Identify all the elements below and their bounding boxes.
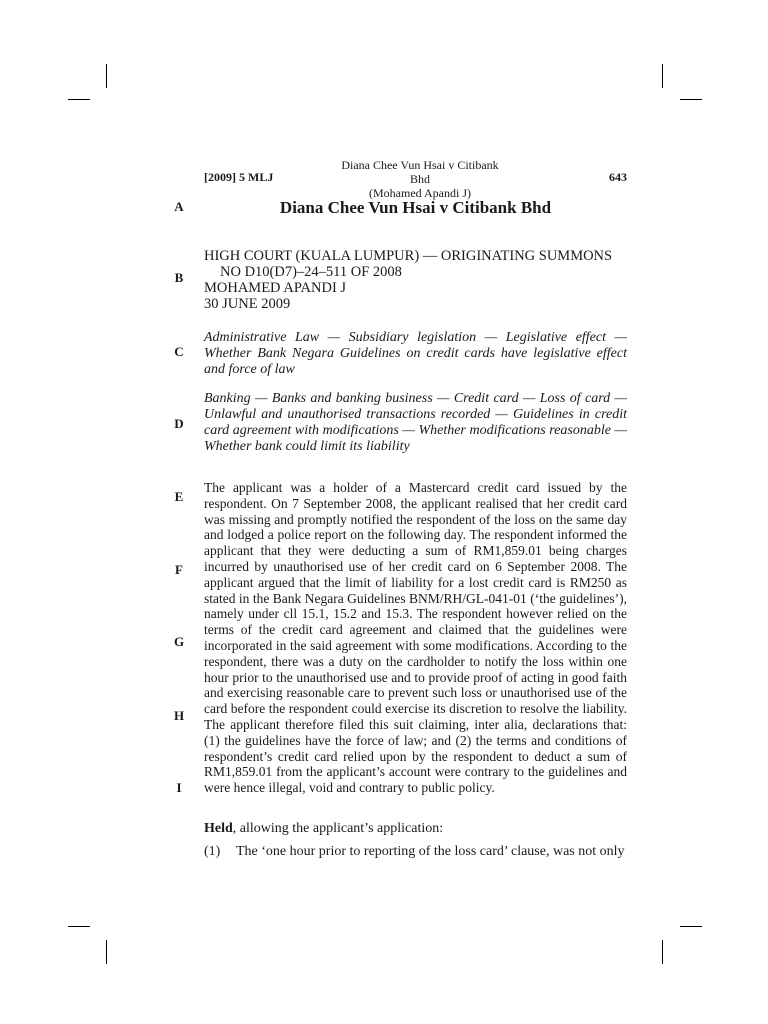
margin-letter-d: D: [174, 416, 184, 431]
header-running-title-line2: (Mohamed Apandi J): [369, 186, 471, 200]
crop-mark-top-left-horizontal: [68, 99, 90, 100]
case-number: NO D10(D7)–24–511 OF 2008: [220, 264, 402, 280]
judgment-date: 30 JUNE 2009: [204, 296, 291, 312]
header-citation: [2009] 5 MLJ: [204, 170, 274, 184]
held-point-text: The ‘one hour prior to reporting of the loss card’ clause, was not only: [236, 844, 625, 859]
margin-letter-i: I: [176, 780, 182, 795]
held-line: [204, 821, 627, 837]
margin-letter-f: F: [175, 562, 183, 577]
judge-name: MOHAMED APANDI J: [204, 280, 347, 296]
margin-letter-b: B: [174, 270, 184, 285]
held-point-1: [204, 844, 627, 860]
crop-mark-bottom-left-horizontal: [68, 926, 90, 927]
crop-mark-top-left-vertical: [106, 64, 107, 88]
court-line: HIGH COURT (KUALA LUMPUR) — ORIGINATING SUMMONS: [204, 248, 613, 264]
held-point-number: (1): [204, 844, 221, 859]
held-label: Held: [204, 821, 233, 836]
header-page-number: 643: [609, 170, 627, 184]
case-title: Diana Chee Vun Hsai v Citibank Bhd: [279, 198, 552, 217]
header-running-title-line1: Diana Chee Vun Hsai v Citibank Bhd: [341, 158, 499, 186]
catchword-banking: Banking — Banks and banking business — Credit card — Loss of card — Unlawful and unauthorised transactions recorded — Guidelines in credit card agreement with modifications — Whether modifications reasonable — Whether bank could limit its liability: [204, 391, 627, 454]
headnote-summary: The applicant was a holder of a Mastercard credit card issued by the respondent. On 7 September 2008, the applicant realised that her credit card was missing and promptly notified the respondent of the loss on the same day and lodged a police report on the following day. The respondent informed the applicant that they were deducting a sum of RM1,859.01 being charges incurred by unauthorised use of her credit card on 6 September 2008. The applicant argued that the limit of liability for a lost credit card is RM250 as stated in the Bank Negara Guidelines BNM/RH/GL-041-01 (‘the guidelines’), namely under cll 15.1, 15.2 and 15.3. The respondent however relied on the terms of the credit card agreement and claimed that the guidelines were incorporated in the said agreement with some modifications. According to the respondent, there was a duty on the cardholder to notify the loss within one hour prior to the unauthorised use and to provide proof of acting in good faith and exercising reasonable care to prevent such loss or unauthorised use of the card before the respondent could exercise its discretion to resolve the liability. The applicant therefore filed this suit claiming, inter alia, declarations that: (1) the guidelines have the force of law; and (2) the terms and conditions of respondent’s credit card relied upon by the respondent to deduct a sum of RM1,859.01 from the applicant’s account were contrary to the guidelines and were hence illegal, void and contrary to public policy.: [204, 480, 627, 796]
crop-mark-bottom-right-horizontal: [680, 926, 702, 927]
court-details: [204, 248, 627, 312]
catchword-administrative-law: Administrative Law — Subsidiary legislation — Legislative effect — Whether Bank Negara Guidelines on credit cards have legislative effect and force of law: [204, 330, 627, 377]
margin-letter-h: H: [173, 708, 185, 723]
header-running-title: [330, 158, 510, 200]
crop-mark-bottom-right-vertical: [662, 940, 663, 964]
margin-letter-g: G: [173, 634, 185, 649]
margin-letter-a: A: [174, 199, 184, 214]
crop-mark-bottom-left-vertical: [106, 940, 107, 964]
held-text: , allowing the applicant’s application:: [232, 821, 444, 836]
margin-letter-e: E: [174, 489, 184, 504]
crop-mark-top-right-vertical: [662, 64, 663, 88]
margin-letter-c: C: [174, 344, 184, 359]
crop-mark-top-right-horizontal: [680, 99, 702, 100]
